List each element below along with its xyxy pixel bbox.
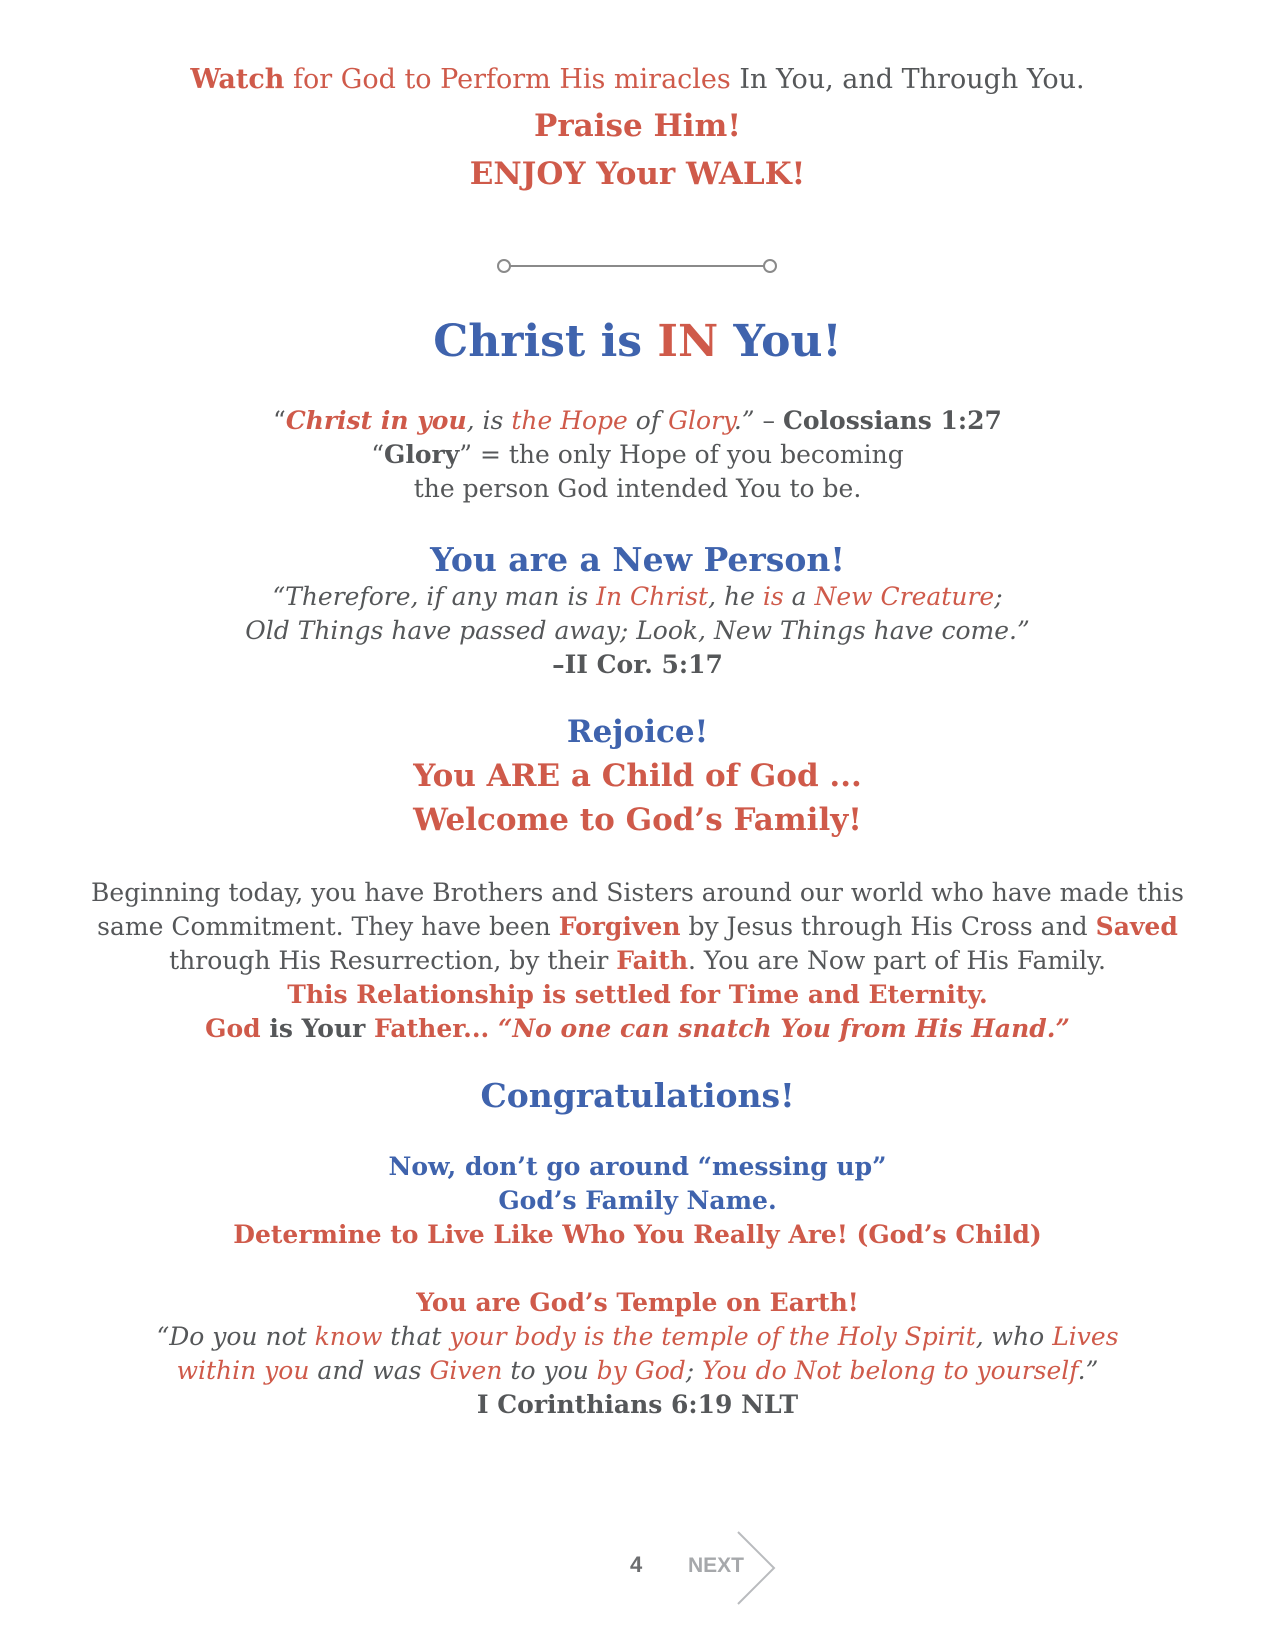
faith-text: Faith	[616, 946, 689, 975]
family-paragraph-line-3	[0, 946, 1275, 975]
divider-dot-left	[497, 259, 511, 273]
temple-heading: You are God’s Temple on Earth!	[416, 1288, 859, 1317]
dash: –	[754, 406, 783, 435]
rejoice-heading: Rejoice!	[566, 714, 709, 750]
is-text: , is	[466, 406, 512, 435]
new-person-heading: You are a New Person!	[430, 540, 845, 579]
colossians-reference: Colossians 1:27	[782, 406, 1002, 435]
title-in: IN	[657, 316, 719, 367]
glory-definition-line	[0, 440, 1275, 469]
quote-text: “Do you not	[156, 1322, 315, 1351]
glory-definition-text: ” = the only Hope of you becoming	[459, 440, 904, 469]
paragraph-text: through His Resurrection, by their	[169, 946, 617, 975]
is-your-text: is Your	[260, 1014, 375, 1043]
corinthians-quote-line-1	[0, 582, 1275, 611]
determine-line: Determine to Live Like Who You Really Are! (God’s Child)	[233, 1220, 1042, 1249]
paragraph-text: same Commitment. They have been	[97, 912, 559, 941]
in-christ-text: In Christ	[596, 582, 709, 611]
section-divider	[497, 259, 777, 273]
saved-text: Saved	[1095, 912, 1178, 941]
enjoy-heading: ENJOY Your WALK!	[469, 156, 806, 192]
glory-definition-line-2: the person God intended You to be.	[413, 474, 862, 503]
paragraph-text: by Jesus through His Cross and	[680, 912, 1096, 941]
family-paragraph-line-1: Beginning today, you have Brothers and Sisters around our world who have made this	[91, 878, 1184, 907]
quote-text: ;	[685, 1356, 703, 1385]
title-you: You!	[718, 316, 842, 367]
temple-reference: I Corinthians 6:19 NLT	[476, 1390, 799, 1419]
temple-quote-line-2	[0, 1356, 1275, 1385]
quote-text: that	[382, 1322, 450, 1351]
watch-in-you-text: In You, and Through You.	[730, 64, 1085, 95]
quote-text: a	[783, 582, 815, 611]
relationship-settled-line: This Relationship is settled for Time and Eternity.	[287, 980, 988, 1009]
page-title	[0, 316, 1275, 367]
by-god-text: by God	[596, 1356, 686, 1385]
snatch-quote: “No one can snatch You from His Hand.”	[489, 1014, 1070, 1043]
quote-text: ;	[994, 582, 1003, 611]
child-of-god-heading: You ARE a Child of God ...	[413, 758, 862, 794]
watch-miracles-text: for God to Perform His miracles	[284, 64, 731, 95]
quote-text: , he	[708, 582, 763, 611]
praise-heading: Praise Him!	[534, 108, 741, 144]
quote-text: to you	[502, 1356, 597, 1385]
forgiven-text: Forgiven	[558, 912, 681, 941]
quote-mark: “	[273, 406, 286, 435]
god-is-father-line	[0, 1014, 1275, 1043]
given-text: Given	[429, 1356, 503, 1385]
page-number: 4	[630, 1552, 643, 1577]
divider-dot-right	[763, 259, 777, 273]
messing-up-line: Now, don’t go around “messing up”	[388, 1152, 887, 1181]
body-temple-text: your body is the temple of the Holy Spirit	[449, 1322, 976, 1351]
next-label[interactable]: NEXT	[688, 1554, 745, 1577]
lives-text: Lives	[1052, 1322, 1119, 1351]
is-text: is	[762, 582, 784, 611]
watch-line	[0, 64, 1275, 95]
corinthians-quote-line-2: Old Things have passed away; Look, New Things have come.”	[245, 616, 1030, 645]
quote-text: , who	[975, 1322, 1053, 1351]
new-creature-text: New Creature	[814, 582, 995, 611]
paragraph-text: . You are Now part of His Family.	[688, 946, 1106, 975]
quote-text: .”	[1077, 1356, 1099, 1385]
know-text: know	[314, 1322, 383, 1351]
welcome-heading: Welcome to God’s Family!	[413, 802, 862, 838]
family-name-line: God’s Family Name.	[498, 1186, 777, 1215]
god-text: God	[205, 1014, 261, 1043]
quote-close: .”	[733, 406, 755, 435]
of-text: of	[627, 406, 669, 435]
temple-quote-line-1	[0, 1322, 1275, 1351]
congratulations-heading: Congratulations!	[480, 1076, 795, 1115]
glory-text: Glory	[668, 406, 734, 435]
colossians-quote	[0, 406, 1275, 435]
quote-mark: “	[371, 440, 385, 469]
watch-word: Watch	[190, 64, 285, 95]
within-you-text: within you	[176, 1356, 310, 1385]
corinthians-reference: –II Cor. 5:17	[552, 650, 723, 679]
quote-text: and was	[309, 1356, 430, 1385]
glory-word: Glory	[384, 440, 460, 469]
family-paragraph-line-2	[0, 912, 1275, 941]
quote-text: “Therefore, if any man is	[272, 582, 597, 611]
next-arrow-icon[interactable]	[736, 1530, 776, 1606]
hope-text: the Hope	[511, 406, 628, 435]
father-text: Father...	[374, 1014, 490, 1043]
title-christ: Christ is	[433, 316, 658, 367]
not-belong-text: You do Not belong to yourself	[702, 1356, 1078, 1385]
christ-in-you-text: Christ in you	[285, 406, 467, 435]
